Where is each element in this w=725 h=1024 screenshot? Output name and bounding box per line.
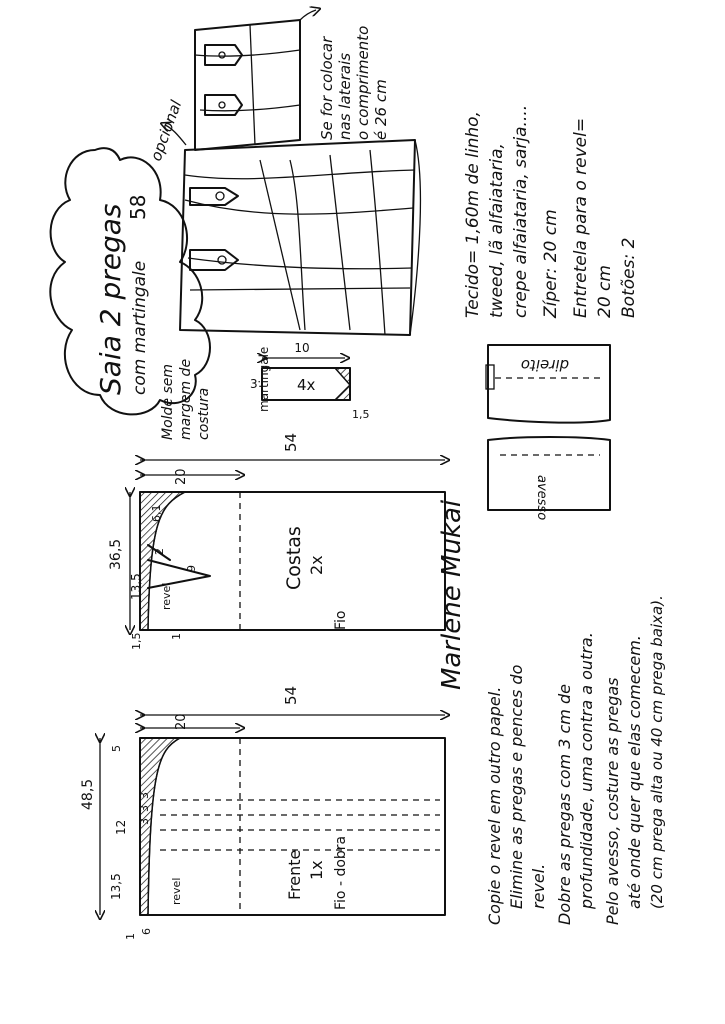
optional-label: opcional bbox=[146, 97, 186, 164]
martingale-w: 3 bbox=[250, 377, 258, 391]
martingale-len: 10 bbox=[294, 341, 310, 355]
title-line2: com martingale bbox=[130, 260, 150, 395]
front-d135: 13,5 bbox=[109, 873, 123, 900]
facing-right: direito bbox=[520, 356, 570, 374]
instr-3c: (20 cm prega alta ou 40 cm prega baixa). bbox=[648, 595, 666, 909]
instr-2b: profundidade, uma contra a outra. bbox=[577, 632, 596, 909]
front-label: Frente bbox=[285, 849, 304, 900]
side-note-line3: o comprimento bbox=[354, 25, 372, 140]
back-fio: Fio bbox=[333, 610, 349, 630]
martingale-note1: Molde sem bbox=[160, 363, 176, 440]
back-width: 54 bbox=[282, 432, 300, 452]
front-hip: 20 bbox=[174, 713, 189, 730]
front-revel: revel bbox=[170, 877, 183, 905]
back-d9: 9 bbox=[185, 565, 198, 572]
signature: Marlene Mukai bbox=[437, 499, 467, 690]
side-note-line4: é 26 cm bbox=[372, 79, 390, 140]
skirt-illustration bbox=[165, 10, 420, 335]
materials-line2: tweed, lã alfaiataria, bbox=[487, 143, 507, 318]
back-d135: 13,5 bbox=[129, 573, 143, 600]
title-size: 58 bbox=[126, 194, 150, 220]
front-d6: 6 bbox=[140, 928, 153, 935]
front-d12: 12 bbox=[114, 819, 128, 835]
martingale-count: 4x bbox=[297, 376, 316, 394]
materials-line3: crepe alfaiataria, sarja.... bbox=[511, 104, 531, 318]
back-pattern bbox=[108, 433, 445, 650]
back-label: Costas bbox=[283, 526, 305, 590]
instr-3b: até onde quer que elas comecem. bbox=[625, 635, 644, 909]
instr-2a: Dobre as pregas com 3 cm de bbox=[555, 684, 574, 925]
front-d5: 5 bbox=[110, 745, 123, 752]
facing-wrong: avesso bbox=[534, 475, 549, 521]
back-d15: 1,5 bbox=[130, 632, 143, 650]
front-length: 48,5 bbox=[80, 778, 96, 810]
side-note bbox=[318, 26, 390, 140]
front-fio: Fio - dobra bbox=[333, 835, 349, 910]
materials-line7: Botões: 2 bbox=[619, 237, 639, 318]
materials-list bbox=[463, 105, 639, 319]
materials-line1: Tecido= 1,60m de linho, bbox=[463, 111, 483, 318]
title-line1: Saia 2 pregas bbox=[94, 203, 127, 395]
front-d3a: 3 bbox=[138, 818, 151, 825]
instr-1b: Elimine as pregas e pences do bbox=[507, 664, 526, 909]
back-count: 2x bbox=[307, 555, 326, 575]
front-pattern bbox=[80, 686, 445, 940]
instr-3a: Pelo avesso, costure as pregas bbox=[603, 677, 622, 925]
front-count: 1x bbox=[307, 860, 326, 880]
back-hip: 20 bbox=[174, 468, 189, 485]
martingale-piece bbox=[160, 341, 370, 440]
side-note-line2: nas laterais bbox=[336, 52, 354, 140]
back-revel: revel bbox=[160, 582, 173, 610]
side-note-line1: Se for colocar bbox=[318, 36, 336, 140]
back-length: 36,5 bbox=[108, 538, 124, 570]
back-d61: 6,1 bbox=[150, 504, 163, 522]
martingale-dim: 1,5 bbox=[352, 408, 370, 421]
front-d3b: 3 bbox=[138, 805, 151, 812]
instr-1a: Copie o revel em outro papel. bbox=[485, 686, 504, 925]
materials-line4: Zíper: 20 cm bbox=[541, 209, 561, 318]
back-d2: 2 bbox=[153, 548, 166, 555]
front-d1: 1 bbox=[124, 933, 137, 940]
instructions bbox=[485, 595, 666, 925]
instr-1c: revel. bbox=[529, 863, 548, 909]
back-d1: 1 bbox=[170, 633, 183, 640]
front-width: 54 bbox=[282, 685, 300, 705]
facing-pieces bbox=[486, 345, 610, 520]
martingale-label: martingale bbox=[257, 346, 271, 412]
materials-line5: Entretela para o revel= bbox=[571, 117, 591, 318]
martingale-note2: margem de bbox=[178, 358, 194, 440]
front-d3c: 3 bbox=[138, 792, 151, 799]
materials-line6: 20 cm bbox=[595, 265, 615, 318]
martingale-note3: costura bbox=[196, 387, 212, 440]
